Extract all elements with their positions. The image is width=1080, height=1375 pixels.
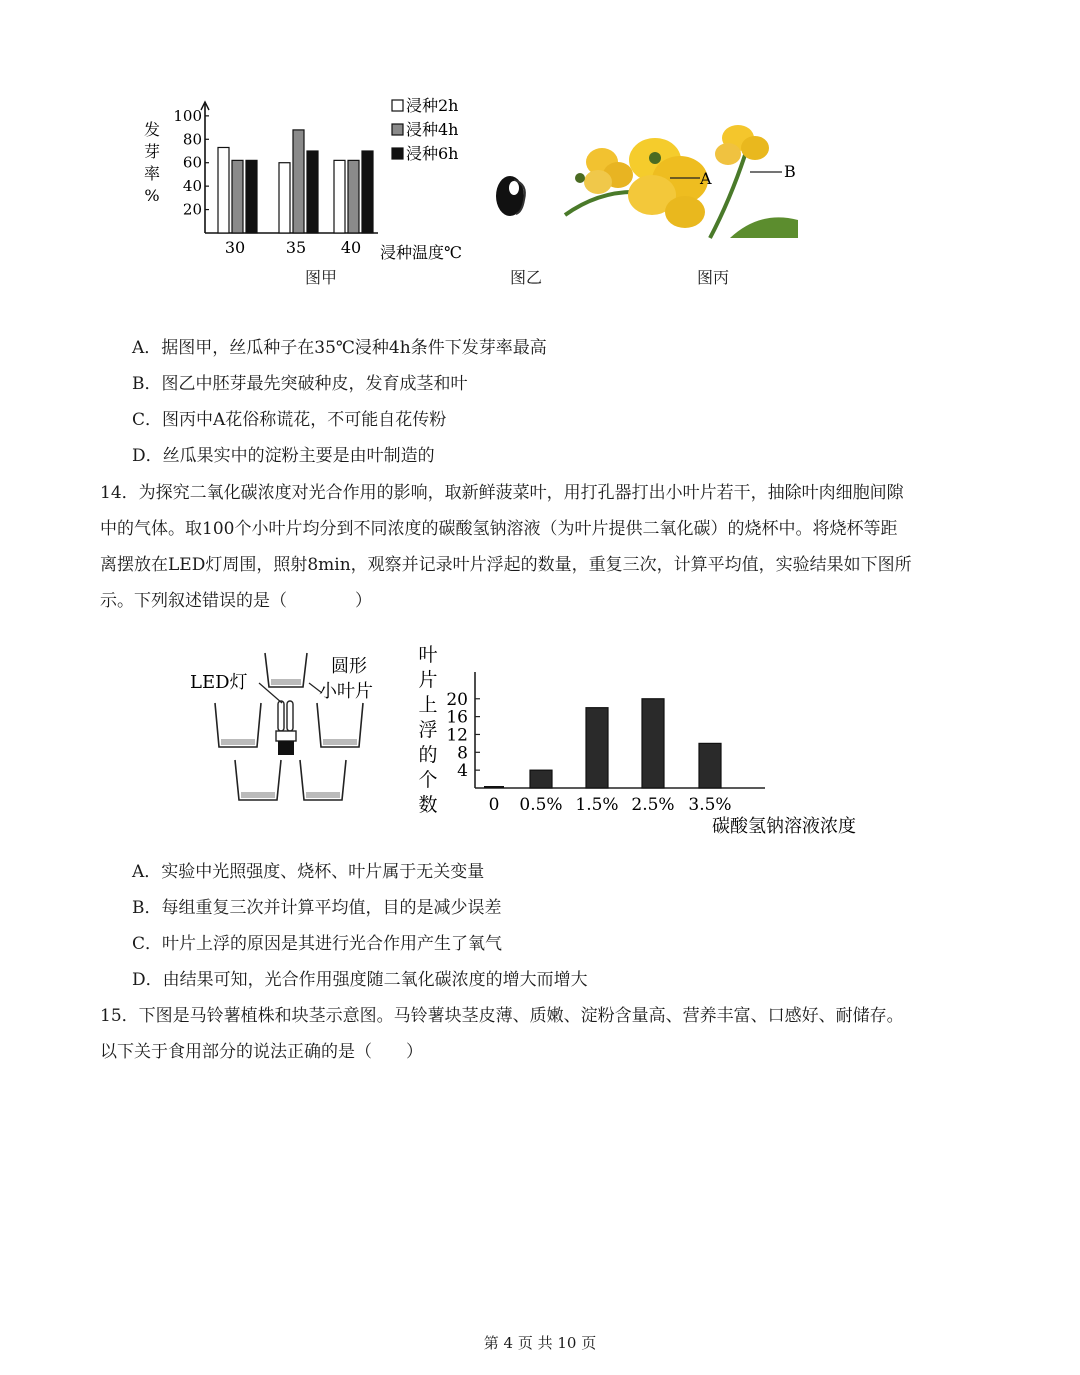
y-tick-label: 20 — [182, 200, 202, 219]
fig-led-setup — [185, 645, 405, 810]
q13-option-c: C．图丙中A花俗称谎花，不可能自花传粉 — [132, 410, 447, 430]
x-tick-label: 40 — [340, 238, 362, 257]
fig-float-chart — [410, 642, 890, 840]
bar-30-2 — [246, 160, 257, 233]
leaf — [730, 217, 798, 238]
bar-40-2 — [362, 151, 373, 233]
y-tick-label: 60 — [182, 153, 202, 172]
legend-label: 浸种2h — [406, 96, 459, 115]
y-tick-label: 16 — [446, 707, 468, 728]
fig-jia-ylabel — [144, 120, 160, 205]
x-tick-label: 30 — [224, 238, 246, 257]
y-label-char: 浮 — [418, 719, 438, 741]
y-tick-label: 100 — [173, 106, 202, 125]
x-tick-label: 1.5% — [575, 795, 619, 815]
fig-jia-ticks — [173, 107, 361, 257]
bar-35-0 — [279, 163, 290, 233]
page-footer: 第 4 页 共 10 页 — [483, 1334, 597, 1352]
led-label: LED灯 — [190, 672, 248, 693]
bar-3.5% — [699, 743, 721, 788]
legend-swatch — [392, 124, 403, 135]
fig-jia-legend — [392, 96, 459, 163]
legend-label: 浸种4h — [406, 120, 459, 139]
bar-30-0 — [218, 147, 229, 233]
y-label-char: % — [144, 186, 160, 205]
y-label-char: 片 — [418, 669, 438, 691]
x-tick-label: 35 — [285, 238, 307, 257]
q14-stem-line-2: 中的气体。取100个小叶片均分到不同浓度的碳酸氢钠溶液（为叶片提供二氧化碳）的烧杯中。将烧杯等距 — [100, 519, 898, 539]
q15-stem-line-2: 以下关于食用部分的说法正确的是（ ） — [100, 1042, 423, 1062]
q13-option-b: B．图乙中胚芽最先突破种皮，发育成茎和叶 — [132, 374, 468, 394]
q14-stem-line-3: 离摆放在LED灯周围，照射8min，观察并记录叶片浮起的数量，重复三次，计算平均值，实验结果如下图所 — [100, 555, 912, 575]
label-b: B — [784, 162, 796, 181]
q14-option-d: D．由结果可知，光合作用强度随二氧化碳浓度的增大而增大 — [132, 970, 588, 990]
fig-float-xlabel: 碳酸氢钠溶液浓度 — [712, 816, 856, 837]
bar-35-2 — [307, 151, 318, 233]
y-label-char: 叶 — [418, 644, 438, 666]
fig-yi-caption: 图乙 — [510, 268, 543, 287]
q14-option-a: A．实验中光照强度、烧杯、叶片属于无关变量 — [132, 862, 485, 882]
y-label-char: 上 — [418, 694, 438, 716]
legend-label: 浸种6h — [406, 144, 459, 163]
legend-swatch — [392, 148, 403, 159]
bar-40-1 — [348, 160, 359, 233]
fig-jia-caption: 图甲 — [305, 268, 338, 287]
fig-bing-caption: 图丙 — [697, 268, 730, 287]
fig-float-ylabel — [418, 644, 437, 816]
leaf-label-2: 小叶片 — [319, 681, 373, 702]
bar-30-1 — [232, 160, 243, 233]
q14-stem-line-1: 14．为探究二氧化碳浓度对光合作用的影响，取新鲜菠菜叶，用打孔器打出小叶片若干，抽除叶肉细胞间隙 — [100, 483, 904, 503]
bar-35-1 — [293, 130, 304, 233]
q14-option-b: B．每组重复三次并计算平均值，目的是减少误差 — [132, 898, 502, 918]
y-tick-label: 20 — [446, 689, 468, 710]
fig-yi-seed-image — [490, 170, 535, 225]
label-a: A — [700, 169, 712, 188]
y-tick-label: 4 — [457, 761, 468, 782]
stem-2 — [710, 155, 745, 238]
x-tick-label: 2.5% — [631, 795, 675, 815]
y-label-char: 数 — [418, 794, 438, 816]
x-tick-label: 0.5% — [519, 795, 563, 815]
q15-stem-line-1: 15．下图是马铃薯植株和块茎示意图。马铃薯块茎皮薄、质嫩、淀粉含量高、营养丰富、口感好、耐储存。 — [100, 1006, 904, 1026]
x-tick-label: 3.5% — [688, 795, 732, 815]
y-label-char: 个 — [418, 769, 438, 791]
y-label-char: 发 — [143, 120, 161, 139]
leaf-label-1: 圆形 — [331, 656, 367, 677]
bar-40-0 — [334, 160, 345, 233]
legend-swatch — [392, 100, 403, 111]
q13-option-d: D．丝瓜果实中的淀粉主要是由叶制造的 — [132, 446, 435, 466]
fig-bing-flower-image — [560, 120, 805, 245]
q14-option-c: C．叶片上浮的原因是其进行光合作用产生了氧气 — [132, 934, 503, 954]
seed-embryo — [509, 181, 519, 195]
bar-0.5% — [530, 770, 552, 788]
bar-1.5% — [586, 708, 608, 788]
fig-jia-bars — [218, 130, 373, 233]
y-tick-label: 40 — [182, 177, 202, 196]
y-label-char: 芽 — [143, 142, 161, 161]
x-tick-label: 0 — [488, 795, 500, 815]
y-label-char: 的 — [418, 744, 438, 766]
q14-stem-line-4: 示。下列叙述错误的是（ ） — [100, 591, 372, 611]
y-tick-label: 80 — [182, 130, 202, 149]
led-lamp-icon — [276, 701, 296, 755]
fig-jia-chart — [135, 92, 480, 262]
y-tick-label: 12 — [446, 725, 468, 746]
y-tick-label: 8 — [457, 743, 468, 764]
flower-small — [584, 148, 633, 194]
q13-option-a: A．据图甲，丝瓜种子在35℃浸种4h条件下发芽率最高 — [132, 338, 547, 358]
y-label-char: 率 — [143, 164, 161, 183]
fig-jia-xlabel: 浸种温度℃ — [380, 243, 462, 262]
fig-float-bars — [484, 699, 721, 788]
bar-2.5% — [642, 699, 664, 788]
